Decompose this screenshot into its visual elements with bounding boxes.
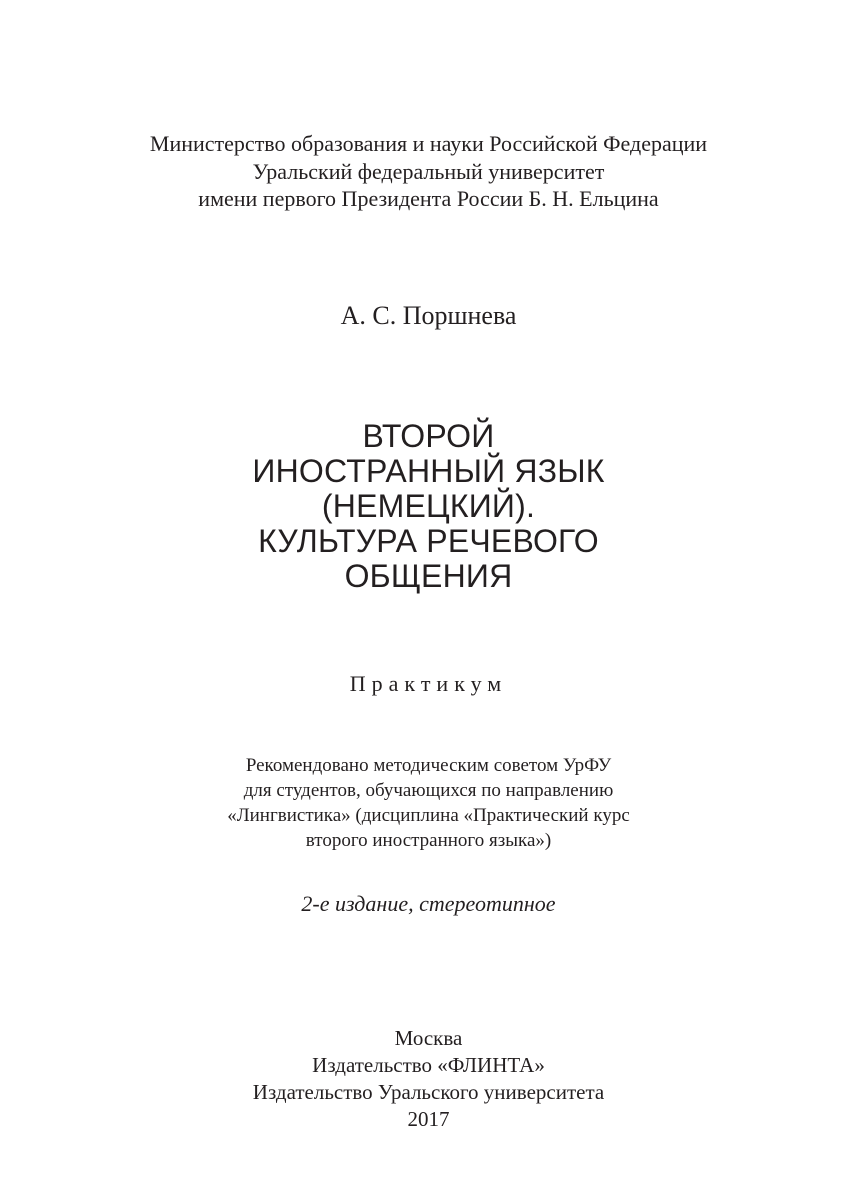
recommendation-note bbox=[0, 753, 857, 853]
imprint bbox=[0, 1025, 857, 1133]
recommendation-line: Рекомендовано методическим советом УрФУ bbox=[245, 755, 612, 776]
book-title bbox=[0, 419, 857, 594]
title-line: КУЛЬТУРА РЕЧЕВОГО bbox=[258, 523, 599, 559]
imprint-publisher: Издательство Уральского университета bbox=[252, 1080, 605, 1104]
edition-note: 2-е издание, стереотипное bbox=[301, 891, 556, 916]
university-dedication-line: имени первого Президента России Б. Н. Ельцина bbox=[198, 186, 659, 211]
recommendation-line: второго иностранного языка») bbox=[305, 830, 552, 851]
university-line: Уральский федеральный университет bbox=[252, 158, 605, 184]
ministry-header bbox=[0, 130, 857, 213]
title-line: ВТОРОЙ bbox=[362, 418, 495, 454]
imprint-city: Москва bbox=[394, 1026, 463, 1050]
author-name: А. С. Поршнева bbox=[340, 301, 517, 330]
book-genre: Практикум bbox=[349, 671, 508, 696]
ministry-line: Министерство образования и науки Российской Федерации bbox=[149, 131, 708, 156]
imprint-year: 2017 bbox=[407, 1107, 450, 1131]
title-line: (НЕМЕЦКИЙ). bbox=[321, 488, 536, 524]
title-line: ОБЩЕНИЯ bbox=[344, 558, 513, 594]
recommendation-line: для студентов, обучающихся по направлению bbox=[243, 780, 614, 801]
recommendation-line: «Лингвистика» (дисциплина «Практический курс bbox=[227, 805, 630, 826]
title-line: ИНОСТРАННЫЙ ЯЗЫК bbox=[252, 453, 605, 489]
imprint-publisher: Издательство «ФЛИНТА» bbox=[312, 1053, 545, 1077]
